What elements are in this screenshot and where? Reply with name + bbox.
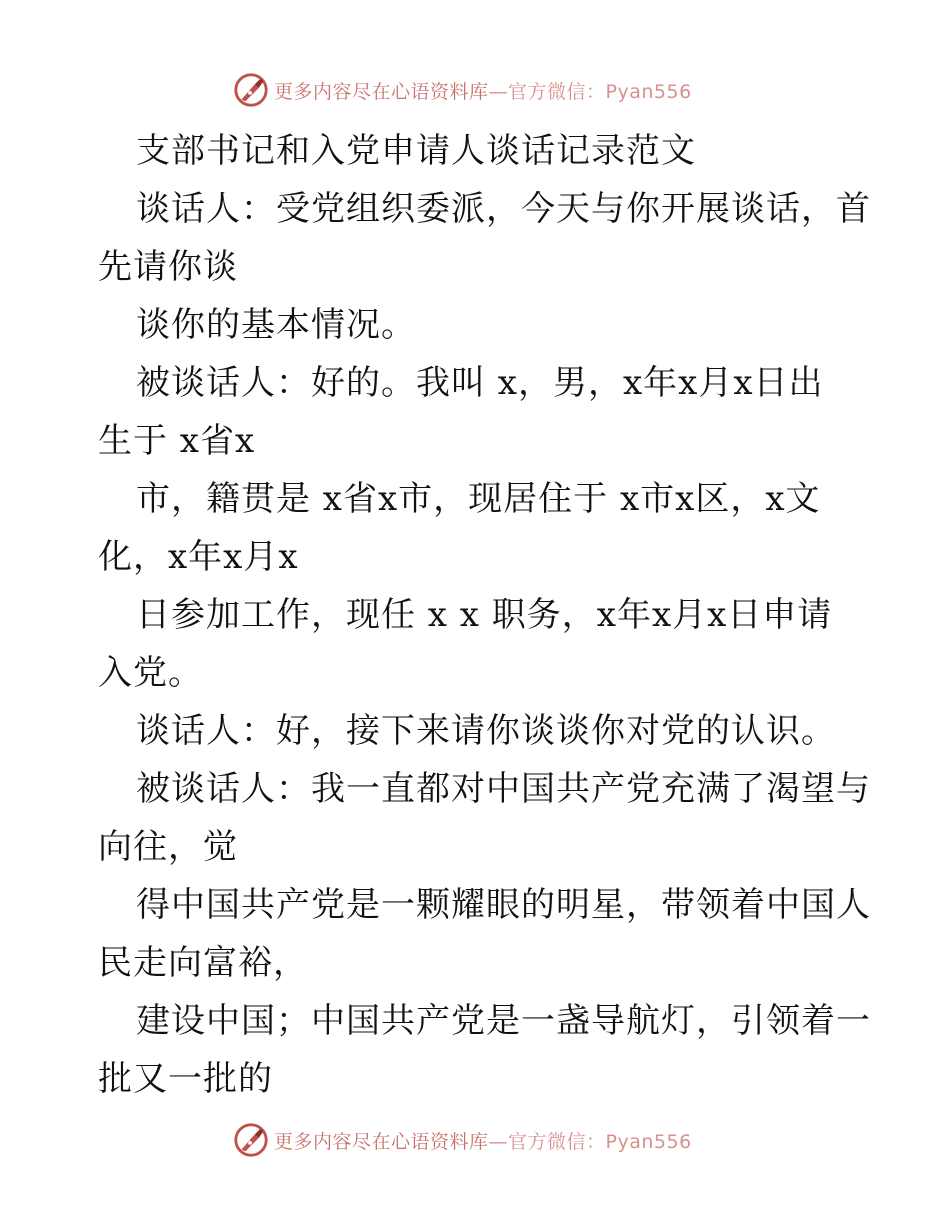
document-line: 市，籍贯是 x省x市，现居住于 x市x区，x文 — [136, 479, 821, 519]
document-line: 日参加工作，现任 x x 职务，x年x月x日申请 — [136, 595, 833, 635]
header-banner-wechat: 官方微信：Pyan556 — [508, 80, 692, 103]
footer-banner-main: 更多内容尽在心语资料库 — [274, 1130, 489, 1153]
document-line: 谈话人：好，接下来请你谈谈你对党的认识。 — [136, 711, 836, 751]
document-line: 支部书记和入党申请人谈话记录范文 — [136, 131, 696, 171]
document-line: 谈你的基本情况。 — [136, 305, 416, 345]
footer-banner — [232, 1120, 692, 1160]
document-line: 化，x年x月x — [98, 537, 299, 577]
pen-nib-logo-icon — [232, 71, 270, 109]
document-line: 被谈话人：我一直都对中国共产党充满了渴望与 — [136, 769, 871, 809]
pen-nib-logo-icon — [232, 1121, 270, 1159]
document-line: 被谈话人：好的。我叫 x，男，x年x月x日出 — [136, 363, 824, 403]
document-line: 得中国共产党是一颗耀眼的明星，带领着中国人 — [136, 885, 871, 925]
document-line: 先请你谈 — [98, 247, 238, 287]
document-line: 民走向富裕， — [98, 943, 308, 983]
document-line: 建设中国；中国共产党是一盏导航灯，引领着一 — [136, 1001, 871, 1041]
document-line: 生于 x省x — [98, 421, 256, 461]
header-banner — [232, 70, 692, 110]
header-banner-sep: — — [488, 80, 509, 103]
document-body — [98, 122, 871, 1108]
header-banner-main: 更多内容尽在心语资料库 — [274, 80, 489, 103]
document-line: 向往，觉 — [98, 827, 238, 867]
footer-banner-sep: — — [488, 1130, 509, 1153]
document-line: 入党。 — [98, 653, 203, 693]
document-line: 批又一批的 — [98, 1059, 273, 1099]
footer-banner-wechat: 官方微信：Pyan556 — [508, 1130, 692, 1153]
document-line: 谈话人：受党组织委派，今天与你开展谈话，首 — [136, 189, 871, 229]
